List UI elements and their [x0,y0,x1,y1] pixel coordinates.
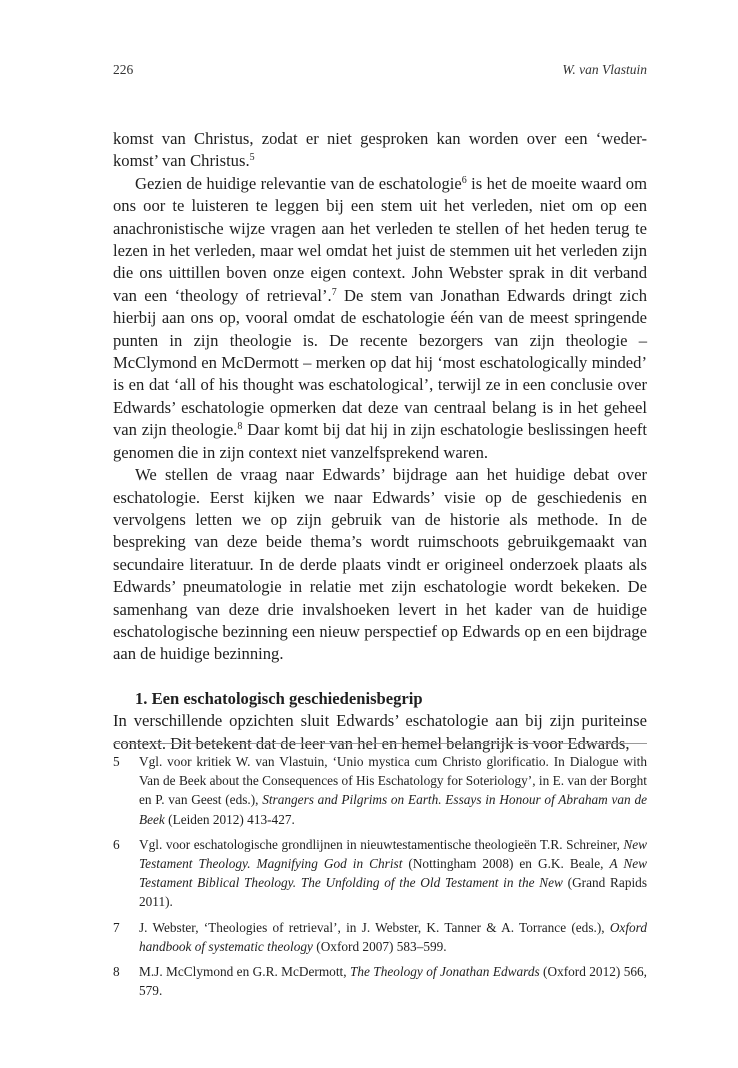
running-header [113,62,647,82]
footnote-ref: 7 [331,286,337,298]
text-run: J. Webster, ‘Theologies of retrieval’, in J. Webster, K. Tanner & A. Torrance (eds.), [139,919,610,935]
footnote-number: 8 [113,964,120,980]
footnote [113,752,647,829]
paragraph [113,128,647,173]
book-page [113,0,647,1068]
text-run: De stem van Jonathan Edwards dringt zich hierbij aan ons op, vooral omdat de eschatologie één van de meest springende punten in zijn theologie is. De recente bezorgers van zijn theologie – McClymond en McDermott – merken op dat hij ‘most eschatologically minded’ is en dat ‘all of his thought was eschatological’, terwijl ze in een conclusie over Edwards’ eschatologie opmerken dat deze van centraal belang is in het geheel van zijn theologie. [113,285,647,440]
paragraph [113,464,647,666]
text-run: Vgl. voor kritiek W. van Vlastuin, ‘Unio mystica cum Christo glorificatio. In Dialogue with Van de Beek about the Consequences of His Eschatology for Soteriology’, in E. van der Borght en P. van Geest (eds.), [139,754,647,808]
section-heading: 1. Een eschatologisch geschiedenisbegrip [135,688,423,708]
page-number: 226 [113,62,134,77]
text-run: We stellen de vraag naar Edwards’ bijdrage aan het huidige debat over eschatologie. Eerst kijken we naar Edwards’ visie op de geschiedenis en vervolgens letten we op zijn gebruik van de historie als methode. In de bespreking van deze beide thema’s wordt ruimschoots gebruikgemaakt van secundaire literatuur. In de derde plaats vindt er origineel onderzoek plaats als Edwards’ pneumatologie in relatie met zijn eschatologie wordt bekeken. De samenhang van deze drie invalshoeken levert in het kader van de huidige eschatologische bezinning een nieuw perspectief op Edwards op en een bijdrage aan de huidige bezinning. [113,465,647,664]
text-run: (Leiden 2012) 413-427. [164,811,295,827]
footnote [113,962,647,1000]
text-run: M.J. McClymond en G.R. McDermott, [139,964,350,980]
text-run: (Oxford 2012) 566, 579. [139,964,647,999]
footnote-text [139,754,647,827]
footnote-number: 7 [113,919,120,935]
italic-title: The Theology of Jonathan Edwards [349,964,540,980]
footnote-ref: 8 [237,421,243,433]
text-run: (Grand Rapids 2011). [139,875,647,910]
footnote-number: 5 [113,754,120,769]
italic-title: Strangers and Pilgrims on Earth. Essays in Honour of Abraham van de Beek [139,792,648,827]
text-run: (Nottingham 2008) en G.K. Beale, [402,856,610,872]
running-author: W. van Vlastuin [562,62,647,77]
footnote [113,918,647,956]
text-run: (Oxford 2007) 583–599. [312,938,447,954]
footnotes [113,752,647,1006]
footnote-ref: 5 [249,152,255,164]
italic-title: A New Testament Biblical Theology. The Unfolding of the Old Testament in the New [139,856,647,891]
text-run: komst van Christus, zodat er niet gesproken kan worden over een ‘weder-komst’ van Christus. [113,129,647,171]
italic-title: Oxford handbook of systematic theology [139,919,647,954]
footnote-number: 6 [113,836,120,852]
italic-title: New Testament Theology. Magnifying God in Christ [139,836,647,872]
main-text [113,128,647,755]
footnote-rule [113,743,647,744]
footnote-text [139,837,647,910]
text-run: Gezien de huidige relevantie van de eschatologie [135,173,462,193]
text-run: is het de moeite waard om ons oor te luisteren te leggen bij een stem uit het verleden, niet om op een anachronistische wijze vragen aan het verleden te stellen of het heden terug te lezen in het verleden, maar wel omdat het juist de stemmen uit het verleden zijn die ons uittillen boven onze eigen context. John Webster sprak in dit verband van een ‘theology of retrieval’. [113,173,647,305]
footnote-text [139,920,647,954]
footnote-text [139,964,647,998]
text-run: Daar komt bij dat hij in zijn eschatologie beslissingen heeft genomen die in zijn context niet vanzelfsprekend waren. [113,420,647,462]
section-paragraph: In verschillende opzichten sluit Edwards’ eschatologie aan bij zijn puriteinse context. Dit betekent dat de leer van hel en hemel belangrijk is voor Edwards, [113,711,647,753]
text-run: Vgl. voor eschatologische grondlijnen in nieuwtestamentische theologieën T.R. Schreiner, [139,836,624,852]
footnote [113,835,647,912]
paragraph [113,173,647,464]
footnote-ref: 6 [461,174,467,186]
